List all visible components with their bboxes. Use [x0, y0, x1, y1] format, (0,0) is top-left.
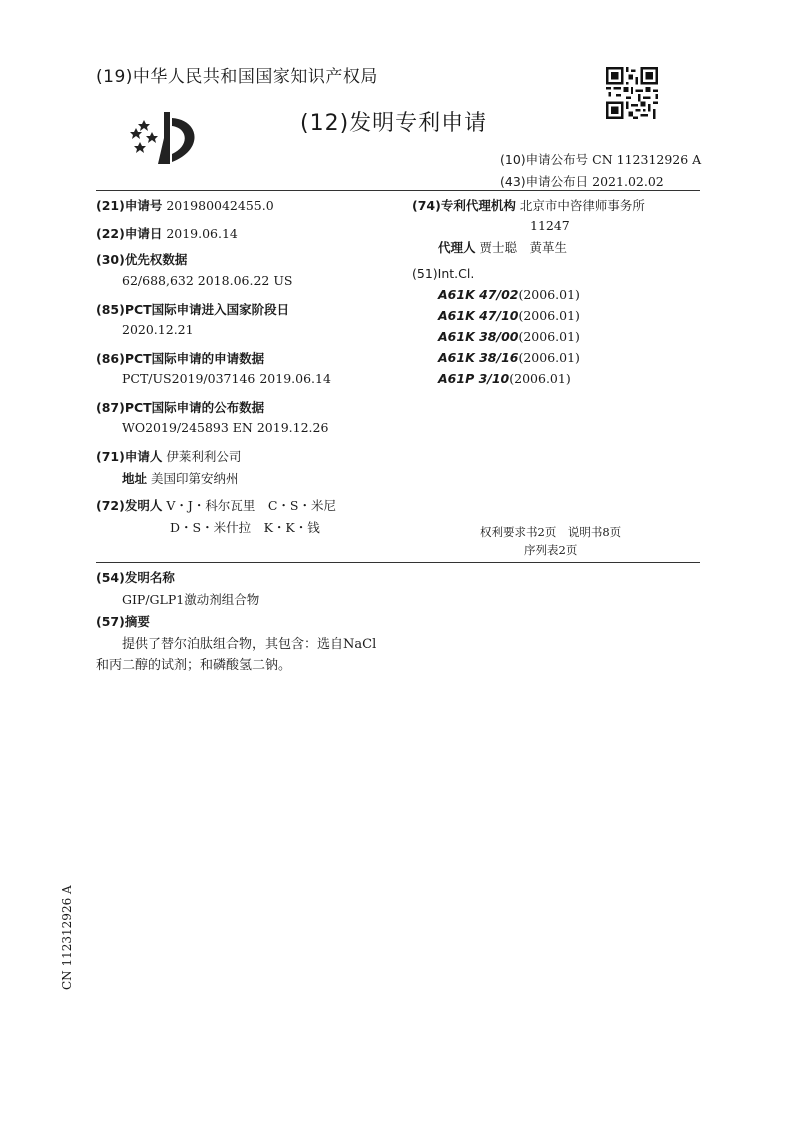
- application-date: 2019.06.14: [166, 226, 238, 241]
- ipc-code: A61K 47/02: [438, 287, 519, 302]
- ipc-entry: [438, 287, 580, 302]
- inventors-line2: D・S・米什拉 K・K・钱: [170, 520, 320, 535]
- ipc-code: A61P 3/10: [438, 371, 510, 386]
- ipc-entry: [438, 308, 580, 323]
- pct-publication-data: WO2019/245893 EN 2019.12.26: [122, 420, 329, 435]
- agency-label: (74)专利代理机构: [412, 198, 516, 213]
- ipc-version: (2006.01): [518, 308, 580, 323]
- ipc-code: A61K 38/00: [438, 329, 519, 344]
- abstract-label-text: (57)摘要: [96, 614, 150, 629]
- qr-code-icon: [606, 67, 658, 119]
- ipc-code: A61K 38/16: [438, 350, 519, 365]
- abstract-label: [96, 612, 150, 630]
- publication-date-row: [500, 172, 664, 190]
- ipc-label-text: (51)Int.Cl.: [412, 266, 475, 281]
- ipc-entry: [438, 329, 580, 344]
- office-name: (19)中华人民共和国国家知识产权局: [96, 67, 378, 87]
- ipc-version: (2006.01): [518, 329, 580, 344]
- ipc-code: A61K 47/10: [438, 308, 519, 323]
- agents: 贾士聪 黄革生: [479, 240, 568, 255]
- publication-date-label: (43)申请公布日: [500, 174, 589, 189]
- publication-number: CN 112312926 A: [592, 152, 702, 167]
- application-date-label: (22)申请日: [96, 226, 163, 241]
- agents-row: [438, 238, 567, 256]
- ipc-label: [412, 266, 474, 281]
- priority-data: 62/688,632 2018.06.22 US: [122, 273, 293, 288]
- invention-title-label-text: (54)发明名称: [96, 570, 175, 585]
- application-number-label: (21)申请号: [96, 198, 163, 213]
- abstract-line1: 提供了替尔泊肽组合物，其包含：选自NaCl: [122, 637, 377, 652]
- address-label: 地址: [122, 471, 148, 486]
- cnipa-logo-icon: [130, 108, 206, 168]
- applicant-name: 伊莱利利公司: [166, 449, 242, 464]
- application-number: 201980042455.0: [166, 198, 274, 213]
- header-divider: [96, 190, 700, 191]
- pct-entry-date: 2020.12.21: [122, 322, 194, 337]
- ipc-version: (2006.01): [518, 350, 580, 365]
- inventors-label: (72)发明人: [96, 498, 163, 513]
- ipc-entry: [438, 350, 580, 365]
- pct-entry-label: [96, 300, 289, 318]
- agency-row: [412, 196, 645, 214]
- publication-number-row: [500, 150, 701, 168]
- applicant-row: [96, 447, 241, 465]
- inventors-row: [96, 496, 336, 514]
- applicant-label: (71)申请人: [96, 449, 163, 464]
- page-counts-line1: 权利要求书2页 说明书8页: [480, 525, 622, 539]
- agency-code: 11247: [530, 218, 570, 233]
- application-date-row: [96, 224, 238, 242]
- ipc-entry: [438, 371, 571, 386]
- ipc-version: (2006.01): [509, 371, 571, 386]
- address-row: [122, 469, 239, 487]
- invention-title: GIP/GLP1激动剂组合物: [122, 592, 260, 607]
- agents-label: 代理人: [438, 240, 476, 255]
- pct-publication-label: [96, 398, 264, 416]
- application-number-row: [96, 196, 274, 214]
- pct-publication-label-text: (87)PCT国际申请的公布数据: [96, 400, 265, 415]
- document-type: (12)发明专利申请: [300, 111, 488, 136]
- pct-application-label-text: (86)PCT国际申请的申请数据: [96, 351, 265, 366]
- page-counts-line2: 序列表2页: [524, 543, 578, 557]
- pct-application-label: [96, 349, 264, 367]
- side-publication-number: CN 112312926 A: [60, 885, 74, 990]
- abstract-line2: 和丙二醇的试剂；和磷酸氢二钠。: [96, 658, 292, 673]
- section-divider: [96, 562, 700, 563]
- publication-number-label: (10)申请公布号: [500, 152, 589, 167]
- priority-label-text: (30)优先权数据: [96, 252, 188, 267]
- ipc-version: (2006.01): [518, 287, 580, 302]
- invention-title-label: [96, 568, 175, 586]
- priority-label: [96, 250, 187, 268]
- pct-entry-label-text: (85)PCT国际申请进入国家阶段日: [96, 302, 290, 317]
- agency-name: 北京市中咨律师事务所: [519, 198, 645, 213]
- pct-application-data: PCT/US2019/037146 2019.06.14: [122, 371, 331, 386]
- address: 美国印第安纳州: [151, 471, 239, 486]
- inventors-line1: V・J・科尔瓦里 C・S・米尼: [166, 498, 336, 513]
- publication-date: 2021.02.02: [592, 174, 664, 189]
